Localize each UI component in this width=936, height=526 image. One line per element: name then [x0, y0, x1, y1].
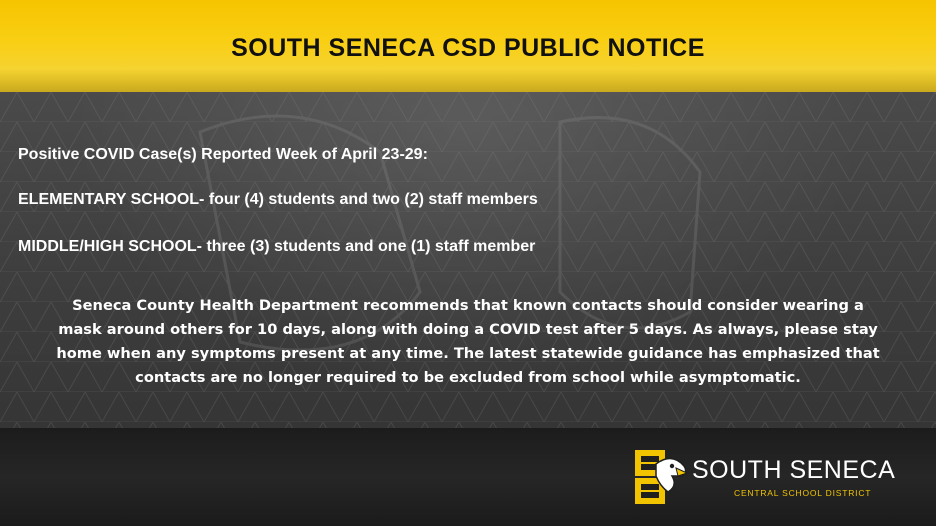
notice-body — [0, 92, 936, 428]
falcon-ss-logo-icon — [632, 446, 688, 508]
guidance-line: contacts are no longer required to be excluded from school while asymptomatic. — [135, 369, 801, 386]
logo-name: SOUTH SENECA — [692, 456, 896, 484]
health-guidance — [20, 294, 916, 390]
middle-high-cases: MIDDLE/HIGH SCHOOL- three (3) students and one (1) staff member — [18, 238, 536, 255]
cases-heading: Positive COVID Case(s) Reported Week of April 23-29: — [18, 146, 428, 163]
banner-title: SOUTH SENECA CSD PUBLIC NOTICE — [231, 33, 705, 62]
logo-subtitle: CENTRAL SCHOOL DISTRICT — [734, 488, 872, 498]
guidance-line: Seneca County Health Department recommends that known contacts should consider wearing a — [72, 297, 864, 314]
guidance-line: home when any symptoms present at any time. The latest statewide guidance has emphasized that — [56, 345, 880, 362]
notice-banner — [0, 0, 936, 92]
elementary-cases: ELEMENTARY SCHOOL- four (4) students and two (2) staff members — [18, 191, 538, 208]
guidance-line: mask around others for 10 days, along with doing a COVID test after 5 days. As always, please stay — [58, 321, 878, 338]
